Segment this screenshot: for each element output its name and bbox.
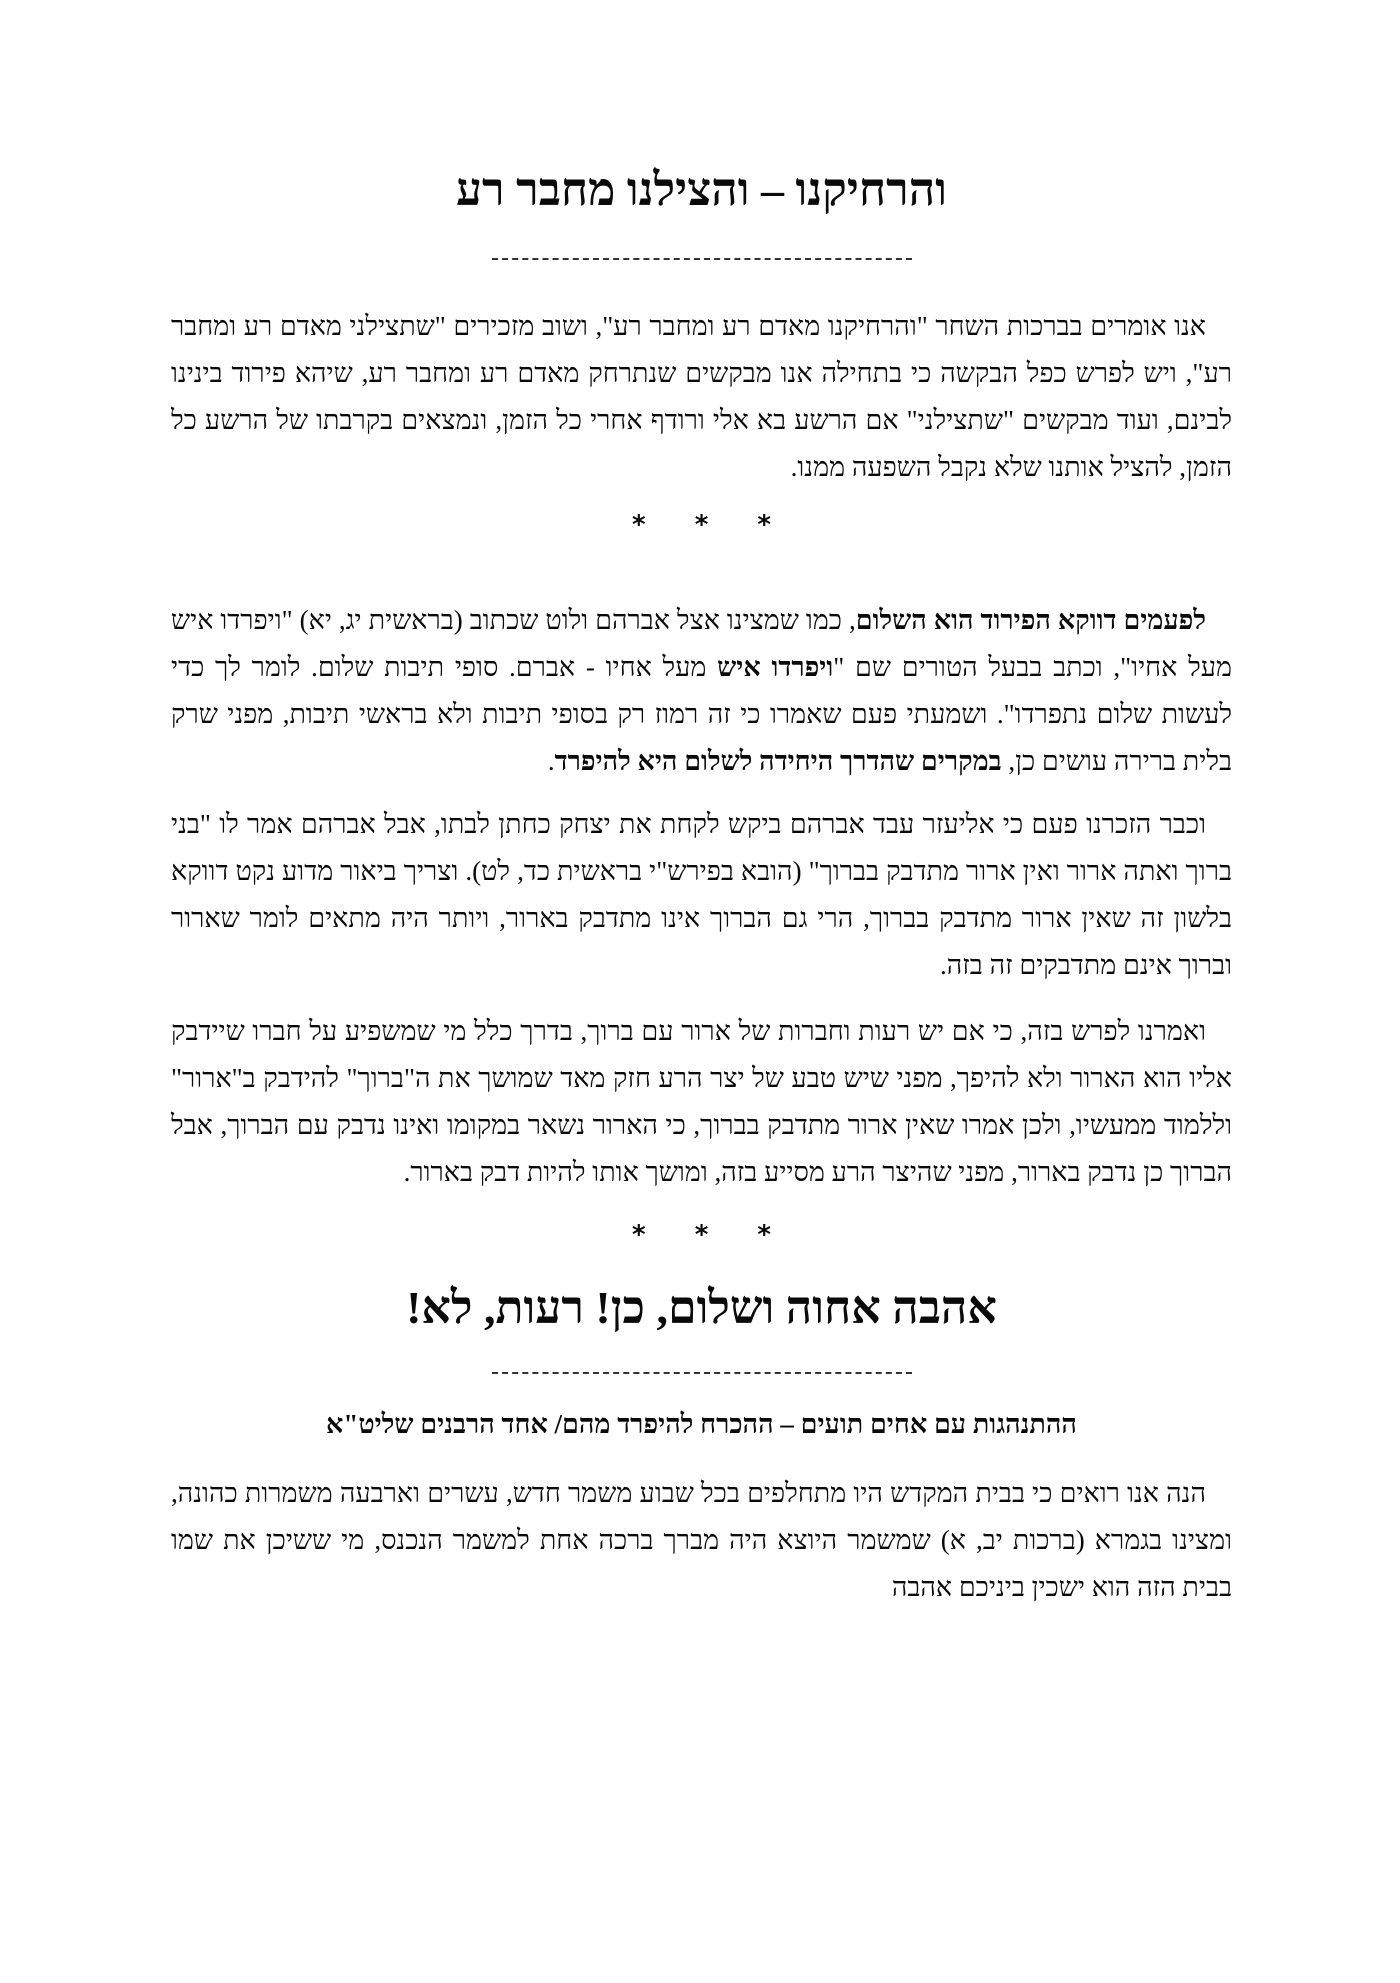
text-column (171, 0, 1232, 1611)
paragraph: ואמרנו לפרש בזה, כי אם יש רעות וחברות של ארור עם ברוך, בדרך כלל מי שמשפיע על חברו שיידבק אליו הוא הארור ולא להיפך, מפני שיש טבע של יצר הרע חזק מאד שמושך את ה"ברוך" להידבק ב"ארור" וללמוד ממעשיו, ולכן אמרו שאין ארור מתדבק בברוך, כי הארור נשאר במקומו ואינו נדבק עם הברוך, אבל הברוך כן נדבק בארור, מפני שהיצר הרע מסייע בזה, ומושך אותו להיות דבק בארור. (171, 1016, 1232, 1187)
paragraph: אנו אומרים בברכות השחר "והרחיקנו מאדם רע ומחבר רע", ושוב מזכירים "שתצילני מאדם רע ומחבר רע", ויש לפרש כפל הבקשה כי בתחילה אנו מבקשים שנתרחק מאדם רע ומחבר רע, שיהא פירוד בינינו לבינם, ועוד מבקשים "שתצילני" אם הרשע בא אלי ורודף אחרי כל הזמן, ונמצאים בקרבתו של הרשע כל הזמן, להציל אותנו שלא נקבל השפעה ממנו. (171, 311, 1232, 482)
text-run: . (547, 746, 555, 776)
title-divider (492, 1372, 912, 1374)
bold-phrase: במקרים שהדרך היחידה לשלום היא להיפרד (554, 746, 1002, 776)
paragraph (171, 597, 1232, 785)
bold-phrase: ויפרדו איש (717, 652, 834, 682)
paragraph: וכבר הזכרנו פעם כי אליעזר עבד אברהם ביקש לקחת את יצחק כחתן לבתו, אבל אברהם אמר לו "בני ברוך ואתה ארור ואין ארור מתדבק בברוך" (הובא בפירש"י בראשית כד, לט). וצריך ביאור מדוע נקט דווקא בלשון זה שאין ארור מתדבק בברוך, הרי גם הברוך אינו מתדבק בארור, ויותר היה מתאים לומר שארור וברוך אינם מתדבקים זה בזה. (171, 809, 1232, 980)
bold-phrase: לפעמים דווקא הפירוד הוא השלום (855, 605, 1206, 635)
section-separator: * * * (632, 1220, 771, 1250)
text-run: מעל אחיו - אברם. סופי תיבות שלום. לומר לך כדי לעשות שלום נתפרדו". ושמעתי פעם שאמרו כי זה רמוז רק בסופי תיבות ולא בראשי תיבות, מפני שרק בלית ברירה עושים כן, (171, 652, 1232, 776)
section-separator: * * * (632, 510, 771, 540)
paragraph: הנה אנו רואים כי בבית המקדש היו מתחלפים בכל שבוע משמר חדש, עשרים וארבעה משמרות כהונה, ומצינו בגמרא (ברכות יב, א) שמשמר היוצא היה מברך ברכה אחת למשמר הנכנס, מי ששיכן את שמו בבית הזה הוא ישכין ביניכם אהבה (171, 1478, 1232, 1602)
text-run: , כמו שמצינו אצל אברהם ולוט שכתוב (בראשית יג, יא) "ויפרדו איש מעל אחיו", וכתב בבעל הטורים שם " (171, 605, 1233, 682)
article-title: אהבה אחוה ושלום, כן! רעות, לא! (406, 1282, 997, 1333)
title-divider (492, 258, 912, 260)
article-subtitle: ההתנהגות עם אחים תועים – ההכרח להיפרד מהם/ אחד הרבנים שליט"א (326, 1409, 1077, 1439)
article-title: והרחיקנו – והצילנו מחבר רע (456, 164, 947, 215)
